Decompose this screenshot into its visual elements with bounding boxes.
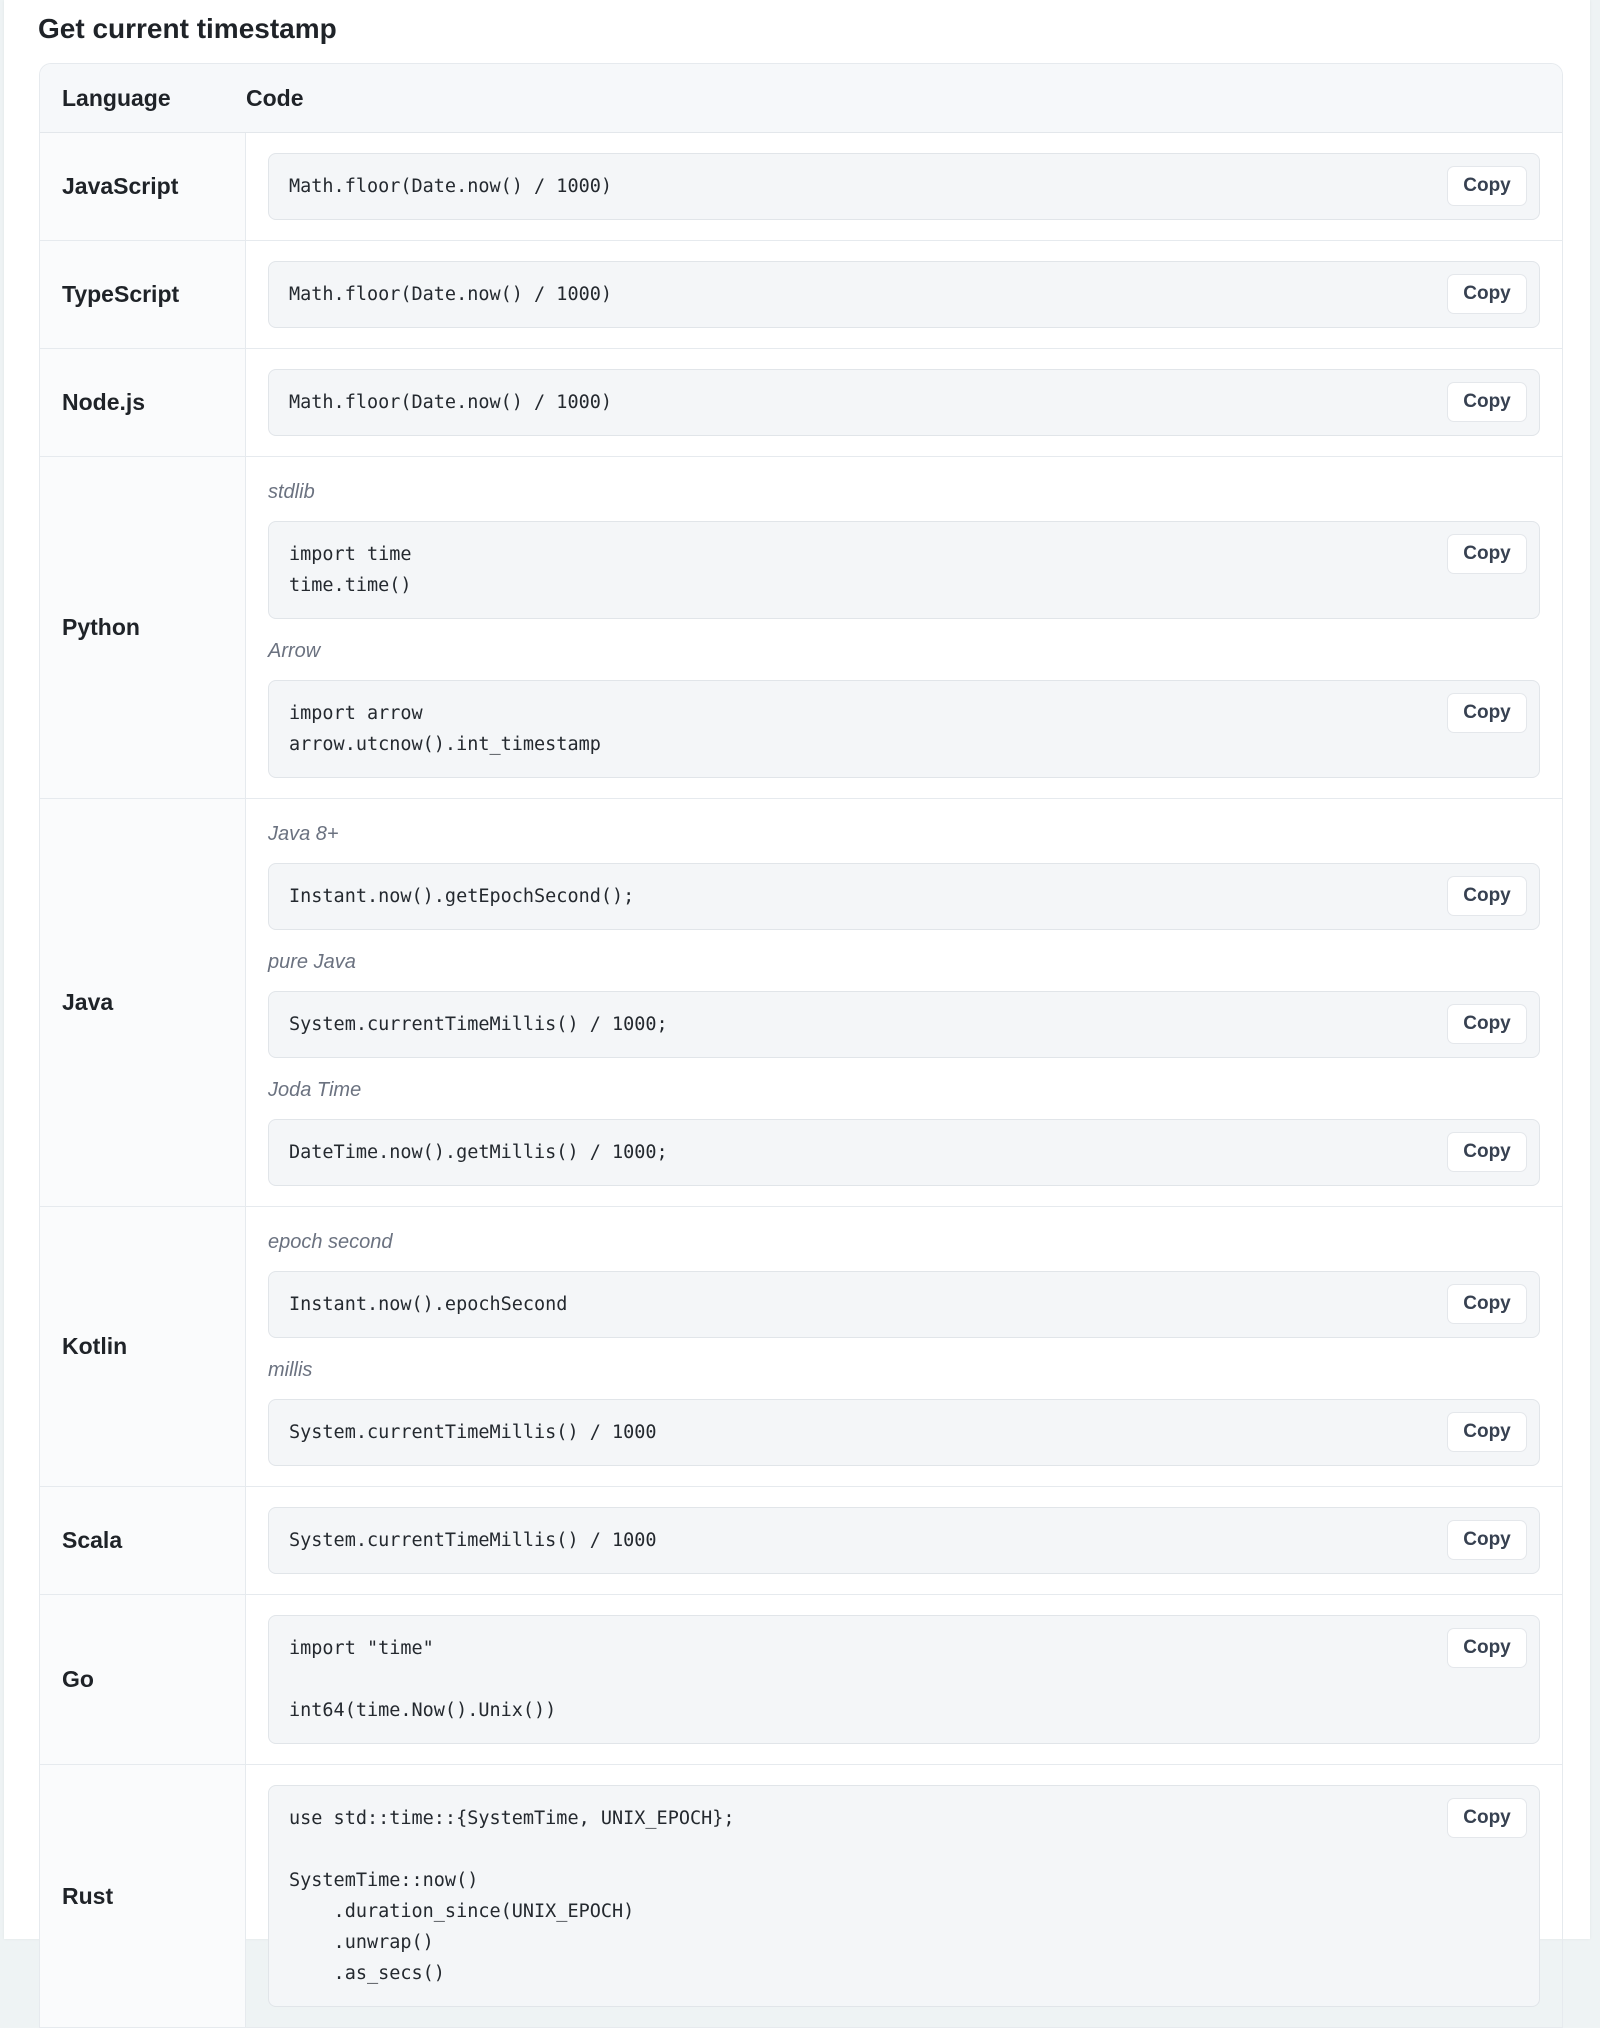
code-snippet[interactable] — [268, 1615, 1540, 1744]
code-text: import arrow arrow.utcnow().int_timestamp — [289, 703, 601, 755]
header-language: Language — [62, 84, 171, 111]
language-name: Scala — [40, 1487, 246, 1594]
language-name: Go — [40, 1595, 246, 1764]
code-snippet[interactable] — [268, 991, 1540, 1058]
code-cell — [246, 1765, 1562, 2027]
code-text: Math.floor(Date.now() / 1000) — [289, 176, 613, 197]
code-text: DateTime.now().getMillis() / 1000; — [289, 1142, 668, 1163]
table-body — [40, 133, 1562, 2028]
code-snippet[interactable] — [268, 1271, 1540, 1338]
code-snippet[interactable] — [268, 1119, 1540, 1186]
code-text: Math.floor(Date.now() / 1000) — [289, 392, 613, 413]
code-cell — [246, 1487, 1562, 1594]
code-cell — [246, 241, 1562, 348]
code-cell — [246, 799, 1562, 1206]
table-row — [40, 133, 1562, 241]
table-header — [40, 64, 1562, 133]
code-cell — [246, 133, 1562, 240]
copy-button[interactable]: Copy — [1447, 876, 1527, 916]
table-row — [40, 1487, 1562, 1595]
copy-button[interactable]: Copy — [1447, 274, 1527, 314]
variant-label: stdlib — [268, 481, 315, 503]
copy-button[interactable]: Copy — [1447, 534, 1527, 574]
copy-button[interactable]: Copy — [1447, 1798, 1527, 1838]
code-snippet[interactable] — [268, 1399, 1540, 1466]
variant-label: Arrow — [268, 640, 321, 662]
code-cell — [246, 457, 1562, 798]
code-snippet[interactable] — [268, 1785, 1540, 2007]
code-snippet[interactable] — [268, 1507, 1540, 1574]
variant-label: millis — [268, 1359, 313, 1381]
copy-button[interactable]: Copy — [1447, 382, 1527, 422]
table-row — [40, 1765, 1562, 2028]
code-text: System.currentTimeMillis() / 1000 — [289, 1530, 657, 1551]
code-table — [39, 63, 1563, 2028]
code-text: import time time.time() — [289, 544, 412, 596]
header-code: Code — [246, 84, 304, 111]
variant-label: Java 8+ — [268, 823, 339, 845]
table-row — [40, 799, 1562, 1207]
copy-button[interactable]: Copy — [1447, 1132, 1527, 1172]
copy-button[interactable]: Copy — [1447, 1520, 1527, 1560]
code-text: Math.floor(Date.now() / 1000) — [289, 284, 613, 305]
language-name: Rust — [40, 1765, 246, 2027]
language-name: Python — [40, 457, 246, 798]
language-name: Node.js — [40, 349, 246, 456]
table-row — [40, 457, 1562, 799]
code-text: Instant.now().getEpochSecond(); — [289, 886, 635, 907]
language-name: TypeScript — [40, 241, 246, 348]
code-text: System.currentTimeMillis() / 1000; — [289, 1014, 668, 1035]
code-cell — [246, 1595, 1562, 1764]
code-snippet[interactable] — [268, 369, 1540, 436]
variant-label: pure Java — [268, 951, 356, 973]
table-row — [40, 241, 1562, 349]
language-name: Java — [40, 799, 246, 1206]
copy-button[interactable]: Copy — [1447, 693, 1527, 733]
code-text: System.currentTimeMillis() / 1000 — [289, 1422, 657, 1443]
content-panel — [4, 0, 1590, 1984]
language-name: JavaScript — [40, 133, 246, 240]
copy-button[interactable]: Copy — [1447, 1628, 1527, 1668]
code-text: use std::time::{SystemTime, UNIX_EPOCH}; SystemTime::now() .duration_since(UNIX_EPOCH) .unwrap() .as_secs() — [289, 1808, 735, 1984]
code-snippet[interactable] — [268, 521, 1540, 619]
code-snippet[interactable] — [268, 680, 1540, 778]
code-snippet[interactable] — [268, 863, 1540, 930]
variant-label: Joda Time — [268, 1079, 362, 1101]
copy-button[interactable]: Copy — [1447, 1004, 1527, 1044]
page-title: Get current timestamp — [38, 13, 337, 44]
code-snippet[interactable] — [268, 261, 1540, 328]
copy-button[interactable]: Copy — [1447, 1284, 1527, 1324]
code-text: import "time" int64(time.Now().Unix()) — [289, 1638, 557, 1721]
table-row — [40, 349, 1562, 457]
code-snippet[interactable] — [268, 153, 1540, 220]
language-name: Kotlin — [40, 1207, 246, 1486]
table-row — [40, 1207, 1562, 1487]
copy-button[interactable]: Copy — [1447, 1412, 1527, 1452]
code-cell — [246, 349, 1562, 456]
copy-button[interactable]: Copy — [1447, 166, 1527, 206]
table-row — [40, 1595, 1562, 1765]
code-cell — [246, 1207, 1562, 1486]
variant-label: epoch second — [268, 1231, 393, 1253]
code-text: Instant.now().epochSecond — [289, 1294, 568, 1315]
